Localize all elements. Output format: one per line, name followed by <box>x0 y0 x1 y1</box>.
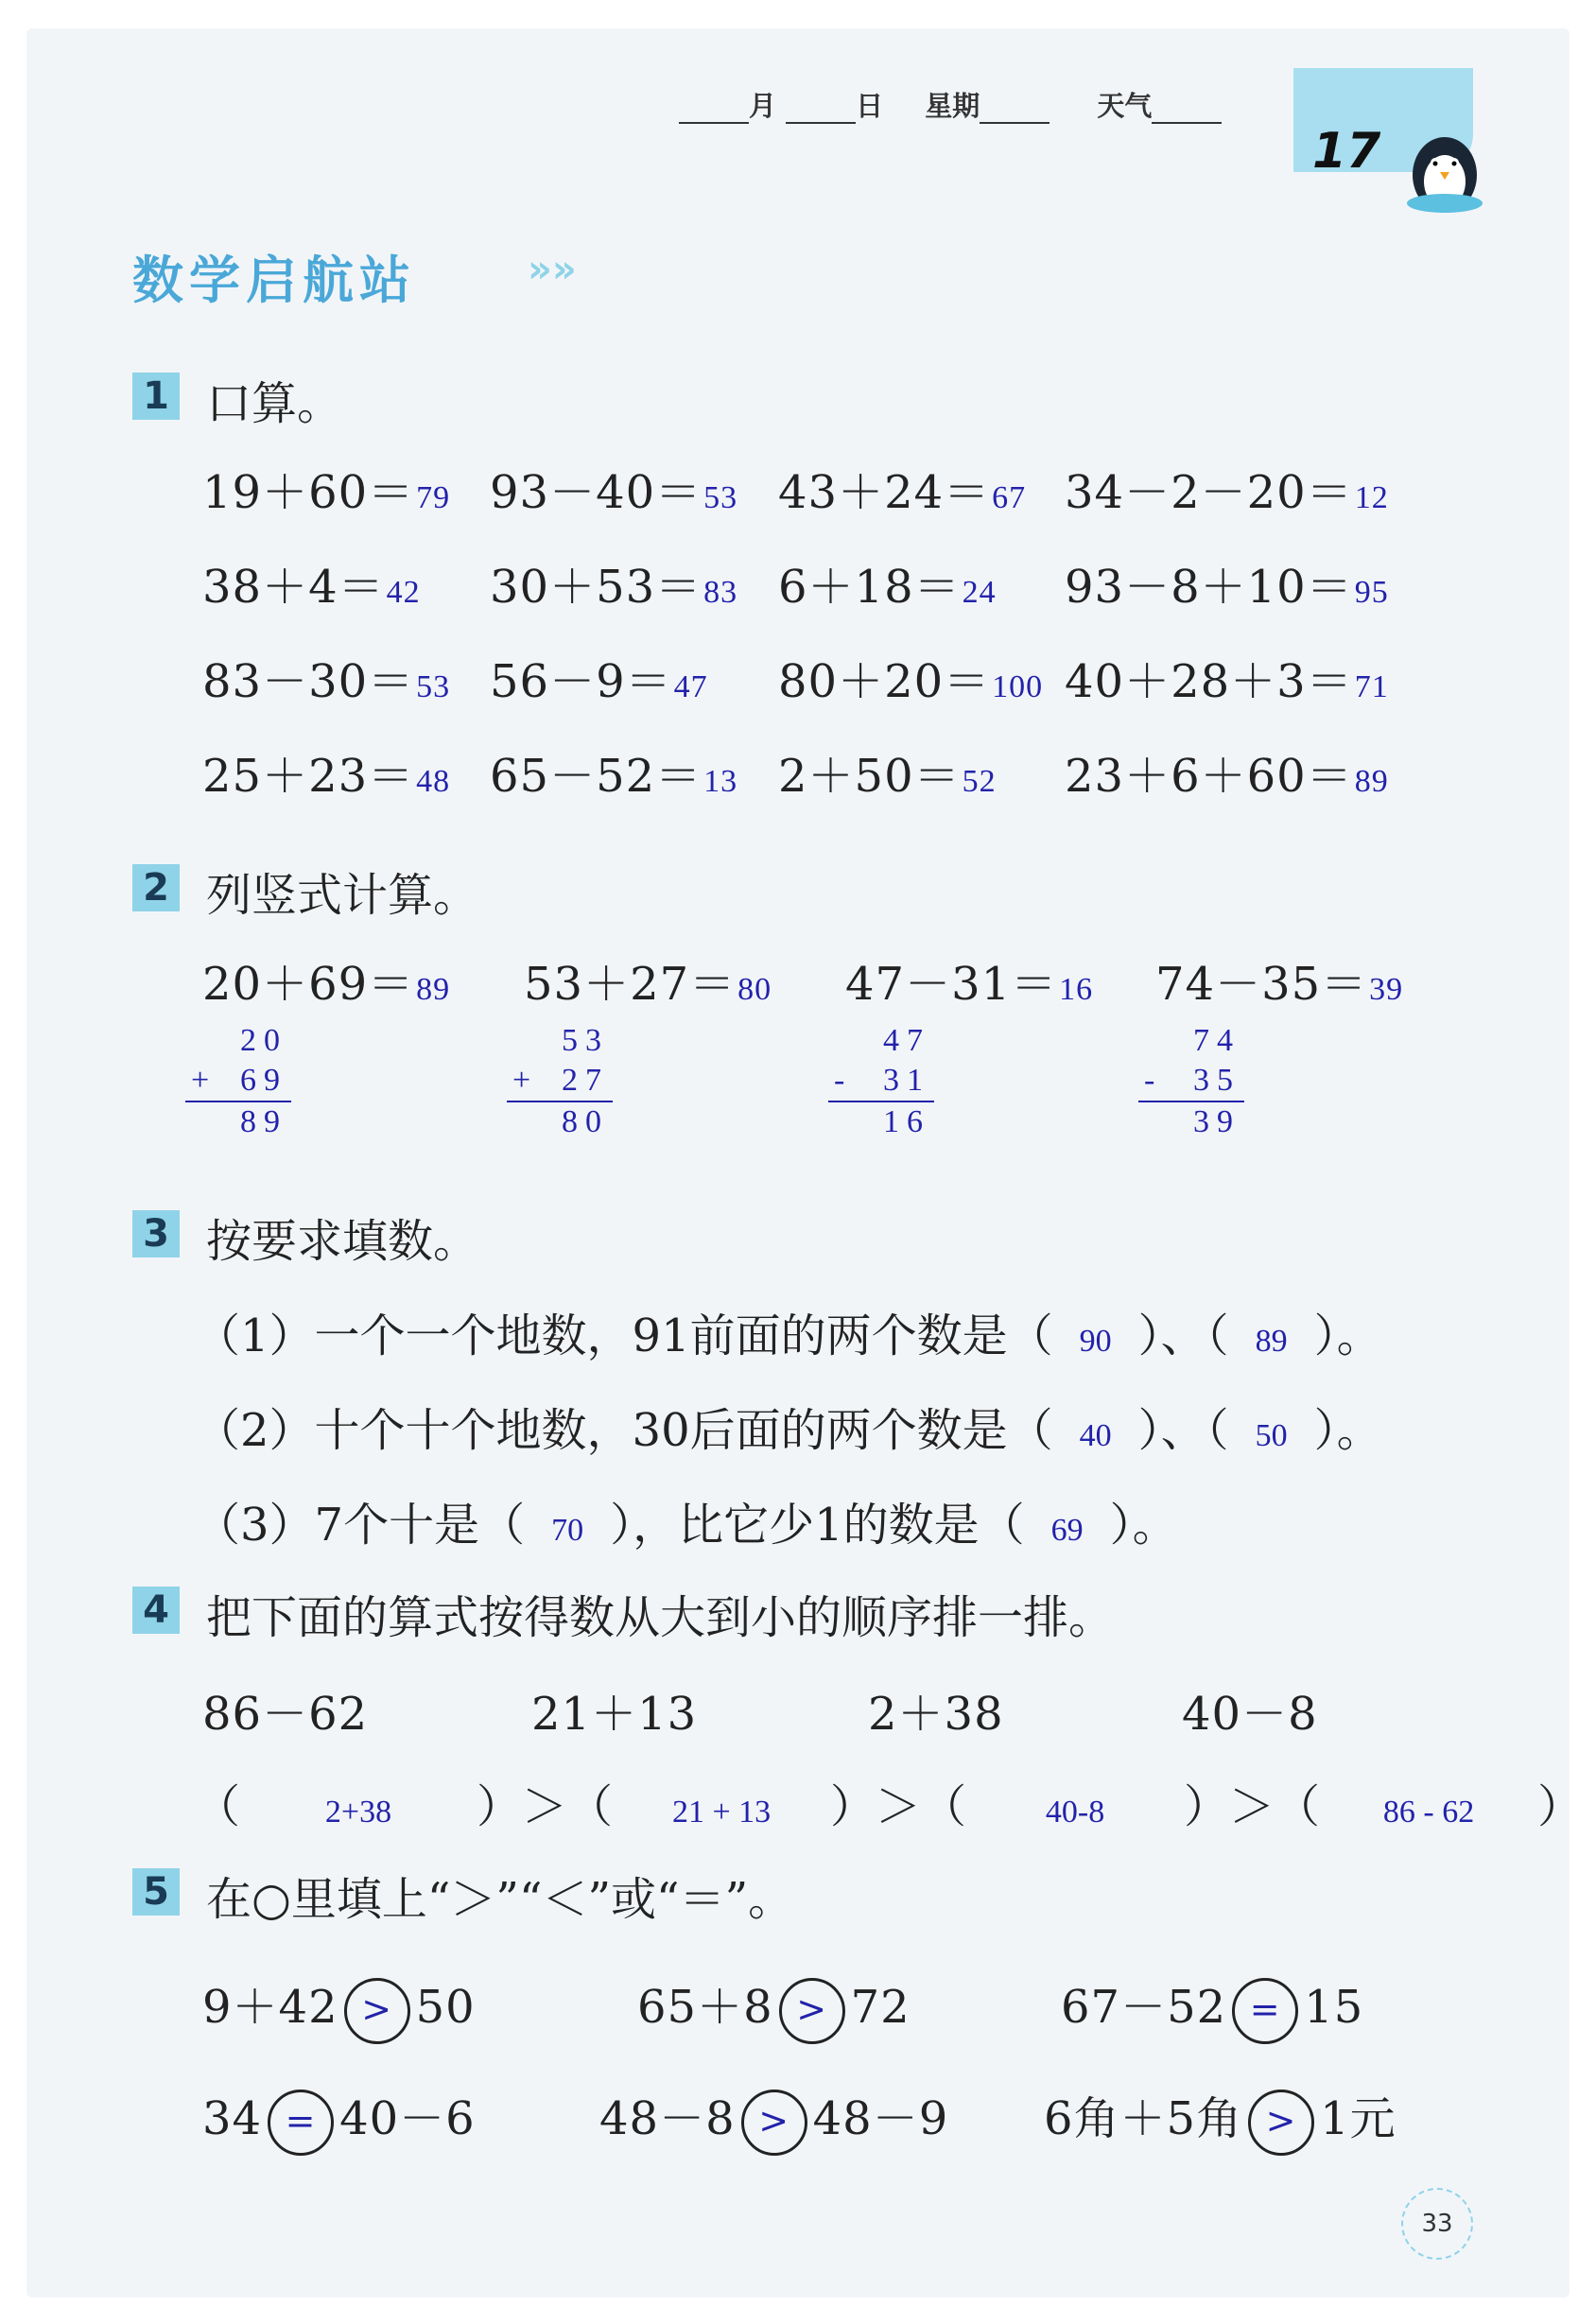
q5-comparison: 34 = 40－6 <box>202 2082 476 2156</box>
weekday-label: 星期 <box>925 90 980 122</box>
q1-problem: 83－30＝53 <box>202 655 451 708</box>
lesson-number: 17 <box>1312 123 1381 180</box>
vertical-operator: + <box>512 1063 539 1098</box>
q1-answer: 24 <box>962 575 997 610</box>
q4-expr-4: 40－8 <box>1182 1688 1318 1741</box>
q1-problem: 30＋53＝83 <box>490 561 738 614</box>
q2-answer: 89 <box>416 972 451 1007</box>
compare-circle: > <box>1248 2090 1314 2156</box>
q1-answer: 48 <box>416 764 451 799</box>
q1-problem: 6＋18＝24 <box>778 561 997 614</box>
q1-answer: 42 <box>386 575 421 610</box>
q4-expr-1: 86－62 <box>202 1688 369 1741</box>
vertical-operator: - <box>1144 1063 1163 1098</box>
q1-problem: 93－40＝53 <box>490 466 738 519</box>
q2-answer: 80 <box>737 972 772 1007</box>
q5-title: 在○里填上“＞”“＜”或“＝”。 <box>206 1873 794 1926</box>
q1-badge: 1 <box>132 373 180 420</box>
q1-answer: 79 <box>416 480 451 515</box>
q5-comparison: 67－52 = 15 <box>1061 1970 1363 2044</box>
vertical-operator: + <box>191 1063 217 1098</box>
compare-circle: > <box>741 2090 807 2156</box>
compare-circle: = <box>268 2090 334 2156</box>
q1-problem: 65－52＝13 <box>490 750 738 803</box>
q1-problem: 23＋6＋60＝89 <box>1065 750 1389 803</box>
vertical-top: 74 <box>1193 1023 1240 1058</box>
q4-order: （ 2+38 ）＞（ 21 + 13 ）＞（ 40-8 ）＞（ 86 - 62 ） <box>195 1780 1584 1833</box>
q4-badge: 4 <box>132 1587 180 1634</box>
q1-problem: 38＋4＝42 <box>202 561 421 614</box>
vertical-result: 80 <box>507 1101 613 1142</box>
q1-answer: 67 <box>992 480 1027 515</box>
q5-comparison: 6角＋5角 > 1元 <box>1044 2082 1396 2156</box>
compare-circle: = <box>1232 1978 1298 2044</box>
weather-label: 天气 <box>1097 90 1153 122</box>
vertical-top: 53 <box>562 1023 609 1058</box>
q1-answer: 53 <box>703 480 738 515</box>
q3-1-answer-2: 89 <box>1255 1324 1288 1359</box>
q3-3-answer-2: 69 <box>1050 1513 1084 1548</box>
q1-answer: 47 <box>673 669 708 704</box>
chevrons-icon: »» <box>528 248 577 291</box>
q4-order-2: 21 + 13 <box>671 1795 772 1830</box>
q2-vertical-calc <box>507 1021 613 1142</box>
q3-2-answer-1: 40 <box>1079 1418 1112 1453</box>
q1-problem: 56－9＝47 <box>490 655 708 708</box>
vertical-operator: - <box>834 1063 853 1098</box>
vertical-bottom: + 27 <box>507 1061 613 1101</box>
q5-comparison: 65＋8 > 72 <box>637 1970 911 2044</box>
vertical-result: 16 <box>828 1101 934 1142</box>
month-label: 月 <box>749 90 777 122</box>
q4-order-3: 40-8 <box>1045 1795 1105 1830</box>
compare-circle: > <box>344 1978 410 2044</box>
q3-line-2: （2）十个十个地数，30后面的两个数是（ 40 ）、（ 50 ）。 <box>195 1404 1382 1457</box>
q2-vertical-calc <box>1138 1021 1244 1142</box>
q4-expr-3: 2＋38 <box>868 1688 1004 1741</box>
q2-vertical-calc <box>185 1021 291 1142</box>
q1-answer: 71 <box>1354 669 1389 704</box>
vertical-bottom: - 35 <box>1138 1061 1244 1101</box>
q2-answer: 39 <box>1369 972 1404 1007</box>
q3-line-1: （1）一个一个地数，91前面的两个数是（ 90 ）、（ 89 ）。 <box>195 1309 1382 1362</box>
vertical-bottom: - 31 <box>828 1061 934 1101</box>
vertical-bottom: + 69 <box>185 1061 291 1101</box>
q1-answer: 53 <box>416 669 451 704</box>
q3-badge: 3 <box>132 1210 180 1257</box>
q2-answer: 16 <box>1059 972 1094 1007</box>
q2-vertical-calc <box>828 1021 934 1142</box>
q1-answer: 83 <box>703 575 738 610</box>
q2-problem: 47－31＝16 <box>845 958 1094 1011</box>
q1-answer: 100 <box>992 669 1044 704</box>
compare-circle: > <box>779 1978 845 2044</box>
q1-answer: 89 <box>1354 764 1389 799</box>
q4-order-1: 2+38 <box>324 1795 392 1830</box>
q1-answer: 12 <box>1354 480 1389 515</box>
vertical-top: 47 <box>883 1023 930 1058</box>
q3-3-answer-1: 70 <box>551 1513 584 1548</box>
q3-2-answer-2: 50 <box>1255 1418 1288 1453</box>
q1-answer: 13 <box>703 764 738 799</box>
q1-answer: 52 <box>962 764 997 799</box>
q1-answer: 95 <box>1354 575 1389 610</box>
q2-problem: 53＋27＝80 <box>524 958 772 1011</box>
workbook-page <box>26 28 1584 2298</box>
q5-comparison: 48－8 > 48－9 <box>599 2082 948 2156</box>
q1-problem: 93－8＋10＝95 <box>1065 561 1389 614</box>
q1-problem: 43＋24＝67 <box>778 466 1027 519</box>
q1-problem: 34－2－20＝12 <box>1065 466 1389 519</box>
q3-title: 按要求填数。 <box>206 1215 479 1268</box>
q1-title: 口算。 <box>206 377 343 430</box>
q2-problem: 74－35＝39 <box>1155 958 1404 1011</box>
vertical-result: 89 <box>185 1101 291 1142</box>
vertical-result: 39 <box>1138 1101 1244 1142</box>
q1-problem: 2＋50＝52 <box>778 750 997 803</box>
q3-1-answer-1: 90 <box>1079 1324 1112 1359</box>
q5-badge: 5 <box>132 1868 180 1916</box>
q1-problem: 40＋28＋3＝71 <box>1065 655 1389 708</box>
date-line <box>679 85 1222 124</box>
penguin-icon <box>1397 123 1492 227</box>
q2-badge: 2 <box>132 864 180 911</box>
q1-problem: 19＋60＝79 <box>202 466 451 519</box>
page-number: 33 <box>1401 2188 1473 2260</box>
q1-problem: 25＋23＝48 <box>202 750 451 803</box>
q2-problem: 20＋69＝89 <box>202 958 451 1011</box>
q4-expr-2: 21＋13 <box>531 1688 698 1741</box>
q4-order-4: 86 - 62 <box>1382 1795 1475 1830</box>
q3-line-3: （3）7个十是（ 70 ），比它少1的数是（ 69 ）。 <box>195 1499 1178 1552</box>
q2-title: 列竖式计算。 <box>206 869 479 922</box>
q1-problem: 80＋20＝100 <box>778 655 1044 708</box>
day-label: 日 <box>856 90 884 122</box>
section-title: 数学启航站 <box>132 251 416 310</box>
vertical-top: 20 <box>240 1023 287 1058</box>
q5-comparison: 9＋42 > 50 <box>202 1970 476 2044</box>
q4-title: 把下面的算式按得数从大到小的顺序排一排。 <box>206 1591 1115 1644</box>
